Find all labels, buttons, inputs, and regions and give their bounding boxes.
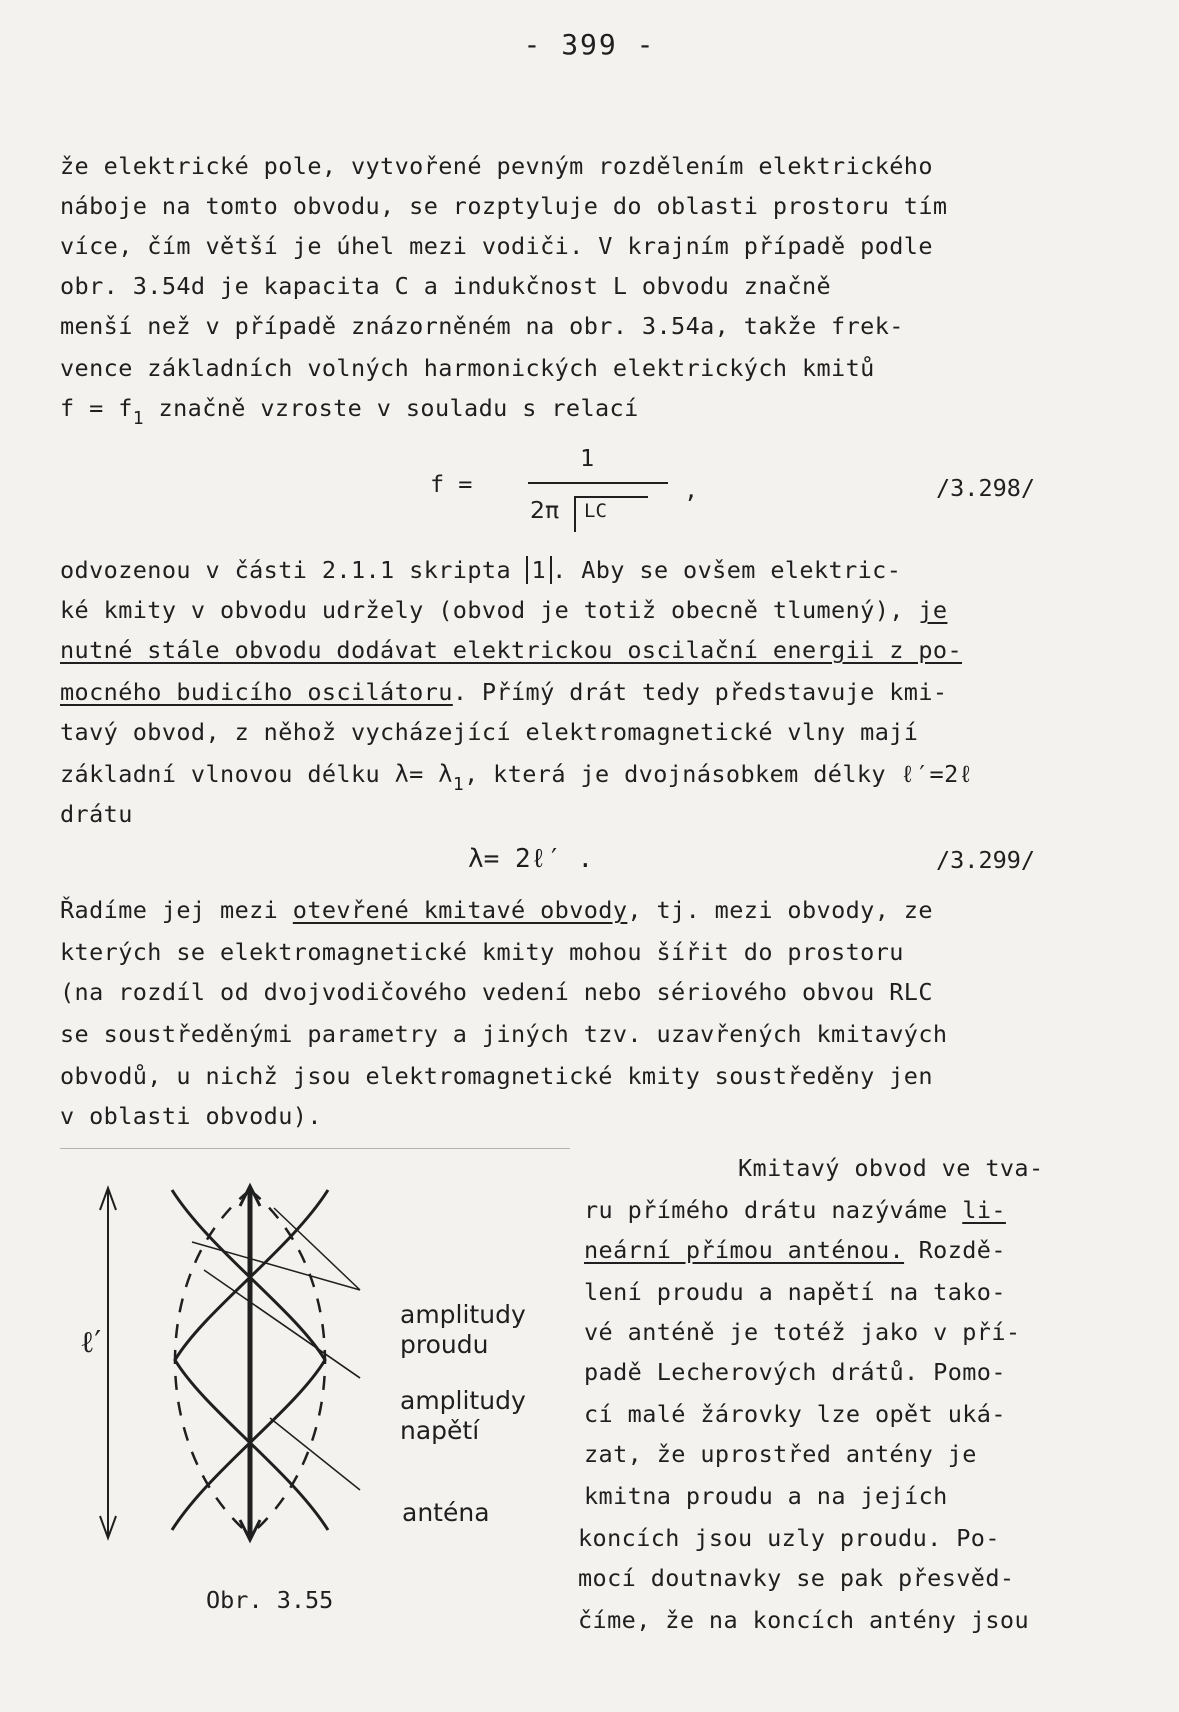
formula1-den-prefix: 2π: [530, 496, 560, 524]
text-line-3: více, čím větší je úhel mezi vodiči. V krajním případě podle: [60, 232, 933, 260]
text-line-19: obvodů, u nichž jsou elektromagnetické kmity soustředěny jen: [60, 1062, 933, 1090]
line8-pre: odvozenou v části 2.1.1 skripta: [60, 556, 526, 584]
text-line-13: [60, 760, 974, 795]
text-line-8: [60, 556, 901, 584]
right-line-2-pre: ru přímého drátu nazýváme: [584, 1196, 963, 1224]
fraction-line: [528, 482, 668, 484]
line13-pre: základní vlnovou délku λ= λ: [60, 760, 453, 788]
label-voltage-amplitudes: [400, 1386, 526, 1446]
label-current-line1: amplitudy: [400, 1300, 526, 1329]
equation-number-3-299: /3.299/: [936, 846, 1036, 874]
text-line-15: [60, 896, 933, 924]
right-line-3-underlined: neární přímou anténou.: [584, 1236, 905, 1264]
line13-post: , která je dvojnásobkem délky ℓ′=2ℓ: [464, 760, 974, 788]
formula1-den-root: LC: [584, 500, 607, 522]
text-line-20: v oblasti obvodu).: [60, 1102, 322, 1130]
label-current-line2: proudu: [400, 1330, 489, 1359]
right-line-5: vé anténě je totéž jako v pří-: [584, 1318, 1021, 1346]
text-line-12: tavý obvod, z něhož vycházející elektromagnetické vlny mají: [60, 718, 919, 746]
text-line-14: drátu: [60, 800, 133, 828]
line15-underlined: otevřené kmitavé obvody: [292, 896, 628, 924]
line9-pre: ké kmity v obvodu udržely (obvod je totiž obecně tlumený),: [60, 596, 919, 624]
text-line-4: obr. 3.54d je kapacita C a indukčnost L obvodu značně: [60, 272, 832, 300]
formula1-numerator: 1: [580, 444, 595, 472]
right-line-2-underlined: li-: [962, 1196, 1006, 1224]
text-line-18: se soustředěnými parametry a jiných tzv. uzavřených kmitavých: [60, 1020, 948, 1048]
text-line-7: [60, 394, 639, 429]
formula-3-299: λ= 2ℓ′ .: [468, 844, 594, 874]
line7-sub: 1: [132, 408, 144, 429]
text-line-17: (na rozdíl od dvojvodičového vedení nebo sériového obvou RLC: [60, 978, 933, 1006]
figure-caption: Obr. 3.55: [206, 1586, 334, 1614]
right-line-9: kmitna proudu a na jejích: [584, 1482, 948, 1510]
equation-number-3-298: /3.298/: [936, 474, 1036, 502]
right-line-10: koncích jsou uzly proudu. Po-: [578, 1524, 1000, 1552]
right-line-3-post: Rozdě-: [904, 1236, 1006, 1264]
line13-sub: 1: [452, 774, 465, 795]
line11-post: . Přímý drát tedy představuje kmi-: [452, 678, 948, 706]
right-line-3: [584, 1236, 1006, 1264]
text-line-1: že elektrické pole, vytvořené pevným rozdělením elektrického: [60, 152, 933, 180]
label-antenna: anténa: [402, 1498, 490, 1527]
line7-post: značně vzroste v souladu s relací: [144, 394, 639, 422]
right-line-2: [584, 1196, 1006, 1224]
text-line-10: nutné stále obvodu dodávat elektrickou oscilační energii z po-: [60, 636, 962, 664]
formula1-lhs: f =: [430, 470, 473, 498]
text-line-6: vence základních volných harmonických elektrických kmitů: [60, 354, 875, 382]
right-line-11: mocí doutnavky se pak přesvěd-: [578, 1564, 1015, 1592]
right-line-1: Kmitavý obvod ve tva-: [738, 1154, 1044, 1182]
line9-underlined: je: [918, 596, 948, 624]
right-line-6: padě Lecherových drátů. Pomo-: [584, 1358, 1006, 1386]
text-line-9: [60, 596, 947, 624]
line7-pre: f = f: [60, 394, 133, 422]
label-voltage-line2: napětí: [400, 1416, 480, 1445]
line11-underlined: mocného budicího oscilátoru: [60, 678, 453, 706]
text-line-11: [60, 678, 947, 706]
formula1-comma: ,: [684, 476, 699, 504]
right-line-7: cí malé žárovky lze opět uká-: [584, 1400, 1006, 1428]
label-voltage-line1: amplitudy: [400, 1386, 526, 1415]
reference-bracket: 1: [526, 556, 553, 584]
length-label: ℓ′: [80, 1325, 102, 1360]
pointer-voltage-2: [256, 1306, 360, 1378]
text-line-16: kterých se elektromagnetické kmity mohou šířit do prostoru: [60, 938, 904, 966]
page-number: - 399 -: [523, 28, 656, 61]
line15-pre: Řadíme jej mezi: [60, 896, 293, 924]
right-line-12: číme, že na koncích antény jsou: [578, 1606, 1029, 1634]
right-line-8: zat, že uprostřed antény je: [584, 1440, 977, 1468]
line8-post: . Aby se ovšem elektric-: [552, 556, 902, 584]
right-line-4: lení proudu a napětí na tako-: [584, 1278, 1006, 1306]
scan-edge-line: [60, 1148, 570, 1149]
antenna-diagram: [60, 1160, 620, 1640]
label-current-amplitudes: [400, 1300, 526, 1360]
line15-post: , tj. mezi obvody, ze: [627, 896, 933, 924]
text-line-2: náboje na tomto obvodu, se rozptyluje do oblasti prostoru tím: [60, 192, 948, 220]
text-line-5: menší než v případě znázorněném na obr. 3.54a, takže frek-: [60, 312, 904, 340]
